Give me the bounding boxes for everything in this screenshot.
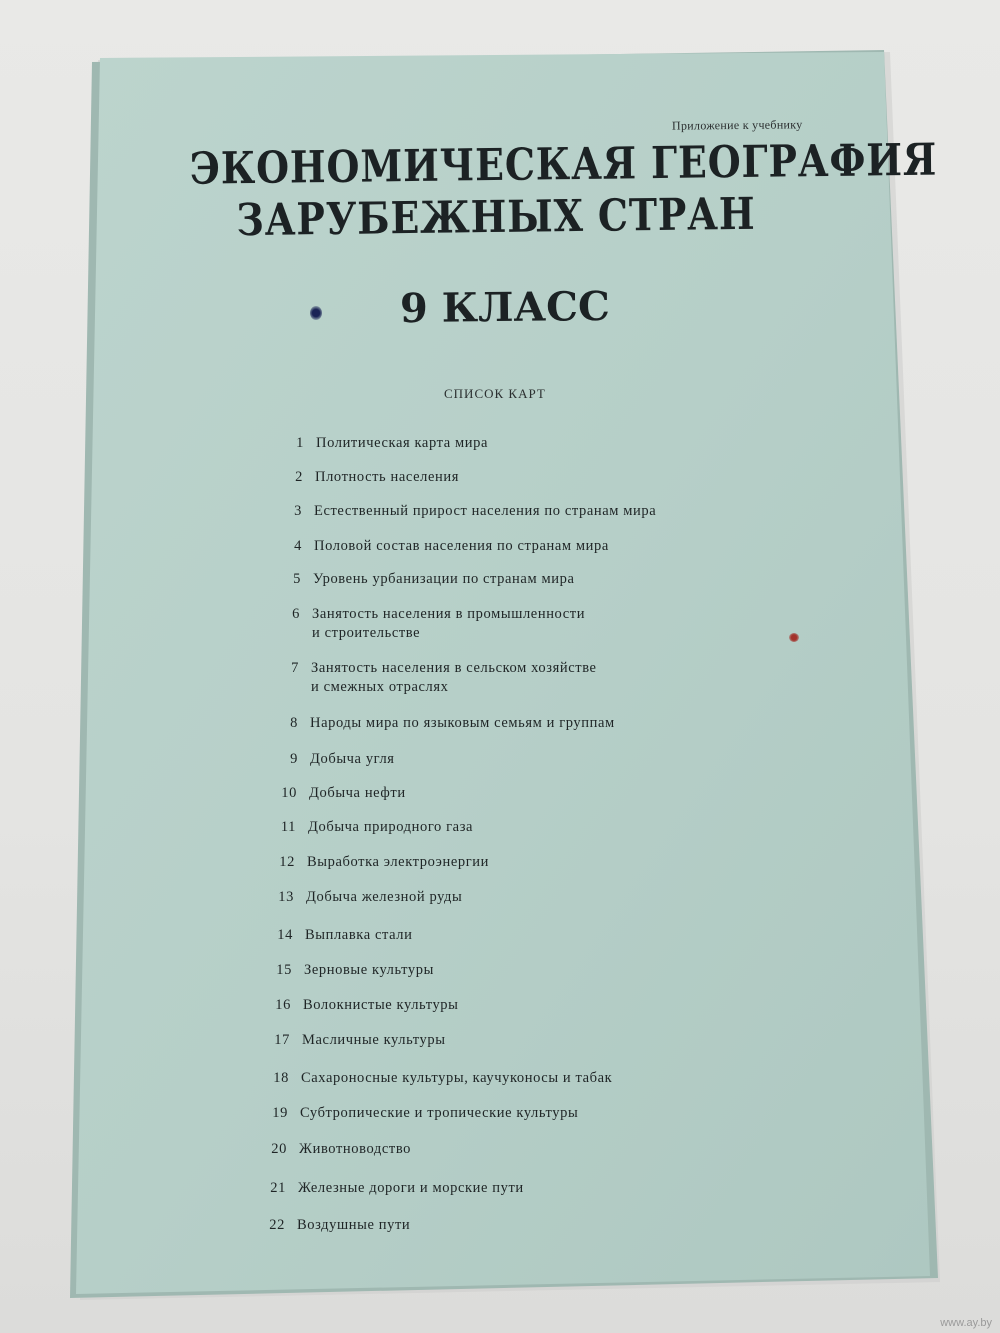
item-number: 14: [277, 927, 293, 943]
item-number: 2: [295, 469, 303, 485]
item-number: 17: [274, 1032, 290, 1048]
item-number: 19: [272, 1105, 288, 1121]
item-text: Сахароносные культуры, каучуконосы и табак: [301, 1070, 613, 1086]
title-line-1: ЭКОНОМИЧЕСКАЯ ГЕОГРАФИЯ: [189, 134, 938, 195]
item-number: 16: [275, 997, 291, 1013]
item-number: 6: [292, 606, 300, 622]
item-number: 8: [290, 715, 298, 731]
item-number: 12: [279, 854, 295, 870]
item-text: Воздушные пути: [297, 1217, 411, 1233]
list-item: [271, 659, 597, 697]
item-number: 1: [296, 435, 304, 451]
title-line-2: ЗАРУБЕЖНЫХ СТРАН: [236, 188, 756, 247]
list-item: [267, 853, 489, 872]
item-number: 15: [276, 962, 292, 978]
item-number: 11: [280, 819, 296, 835]
list-item: [263, 996, 459, 1015]
list-item: [258, 1179, 524, 1198]
item-text: Добыча природного газа: [308, 819, 474, 835]
item-text: Народы мира по языковым семьям и группам: [310, 715, 615, 731]
item-text: Плотность населения: [315, 469, 459, 485]
item-text: Железные дороги и морские пути: [298, 1180, 524, 1196]
item-text: Животноводство: [299, 1141, 412, 1157]
list-item: [274, 537, 609, 556]
item-text: Субтропические и тропические культуры: [300, 1105, 579, 1121]
item-number: 20: [271, 1141, 287, 1157]
item-text: Половой состав населения по странам мира: [314, 538, 609, 554]
list-item: [261, 1069, 612, 1088]
item-text: Естественный прирост населения по странам мира: [314, 503, 657, 519]
item-text: Выработка электроэнергии: [307, 854, 489, 870]
list-item: [270, 714, 615, 733]
list-item: [274, 502, 656, 521]
list-item: [268, 818, 473, 837]
item-number: 10: [281, 785, 297, 801]
list-item: [276, 434, 488, 453]
list-heading: СПИСОК КАРТ: [444, 386, 546, 401]
item-number: 21: [270, 1180, 286, 1196]
item-text: Выплавка стали: [305, 927, 413, 943]
list-item: [260, 1104, 578, 1123]
item-text: Уровень урбанизации по странам мира: [313, 571, 575, 587]
list-item: [275, 468, 459, 487]
item-text: Волокнистые культуры: [303, 997, 459, 1013]
list-item: [259, 1140, 411, 1159]
item-number: 3: [294, 503, 302, 519]
item-number: 22: [269, 1217, 285, 1233]
list-item: [273, 570, 574, 589]
item-number: 13: [278, 889, 294, 905]
list-item: [264, 961, 434, 980]
list-item: [270, 750, 395, 769]
item-number: 7: [291, 660, 299, 676]
item-text: Добыча железной руды: [306, 889, 463, 905]
list-item: [265, 926, 413, 945]
item-text: Масличные культуры: [302, 1032, 446, 1048]
subtitle: Приложение к учебнику: [671, 117, 803, 133]
item-number: 9: [290, 751, 298, 767]
list-item: [269, 784, 406, 803]
item-text: Занятость населения в промышленности и строительстве: [312, 606, 586, 641]
grade-label: 9 КЛАСС: [399, 282, 611, 333]
list-item: [262, 1031, 446, 1050]
item-number: 18: [273, 1070, 289, 1086]
list-item: [266, 888, 462, 907]
list-item: [257, 1216, 410, 1235]
list-item: [272, 605, 585, 643]
item-text: Политическая карта мира: [316, 435, 489, 451]
item-text: Занятость населения в сельском хозяйстве и смежных отраслях: [311, 660, 597, 695]
item-text: Зерновые культуры: [304, 962, 434, 978]
item-number: 4: [294, 538, 302, 554]
item-text: Добыча угля: [310, 751, 395, 767]
item-number: 5: [293, 571, 301, 587]
watermark: www.ay.by: [940, 1317, 992, 1329]
item-text: Добыча нефти: [309, 785, 406, 801]
